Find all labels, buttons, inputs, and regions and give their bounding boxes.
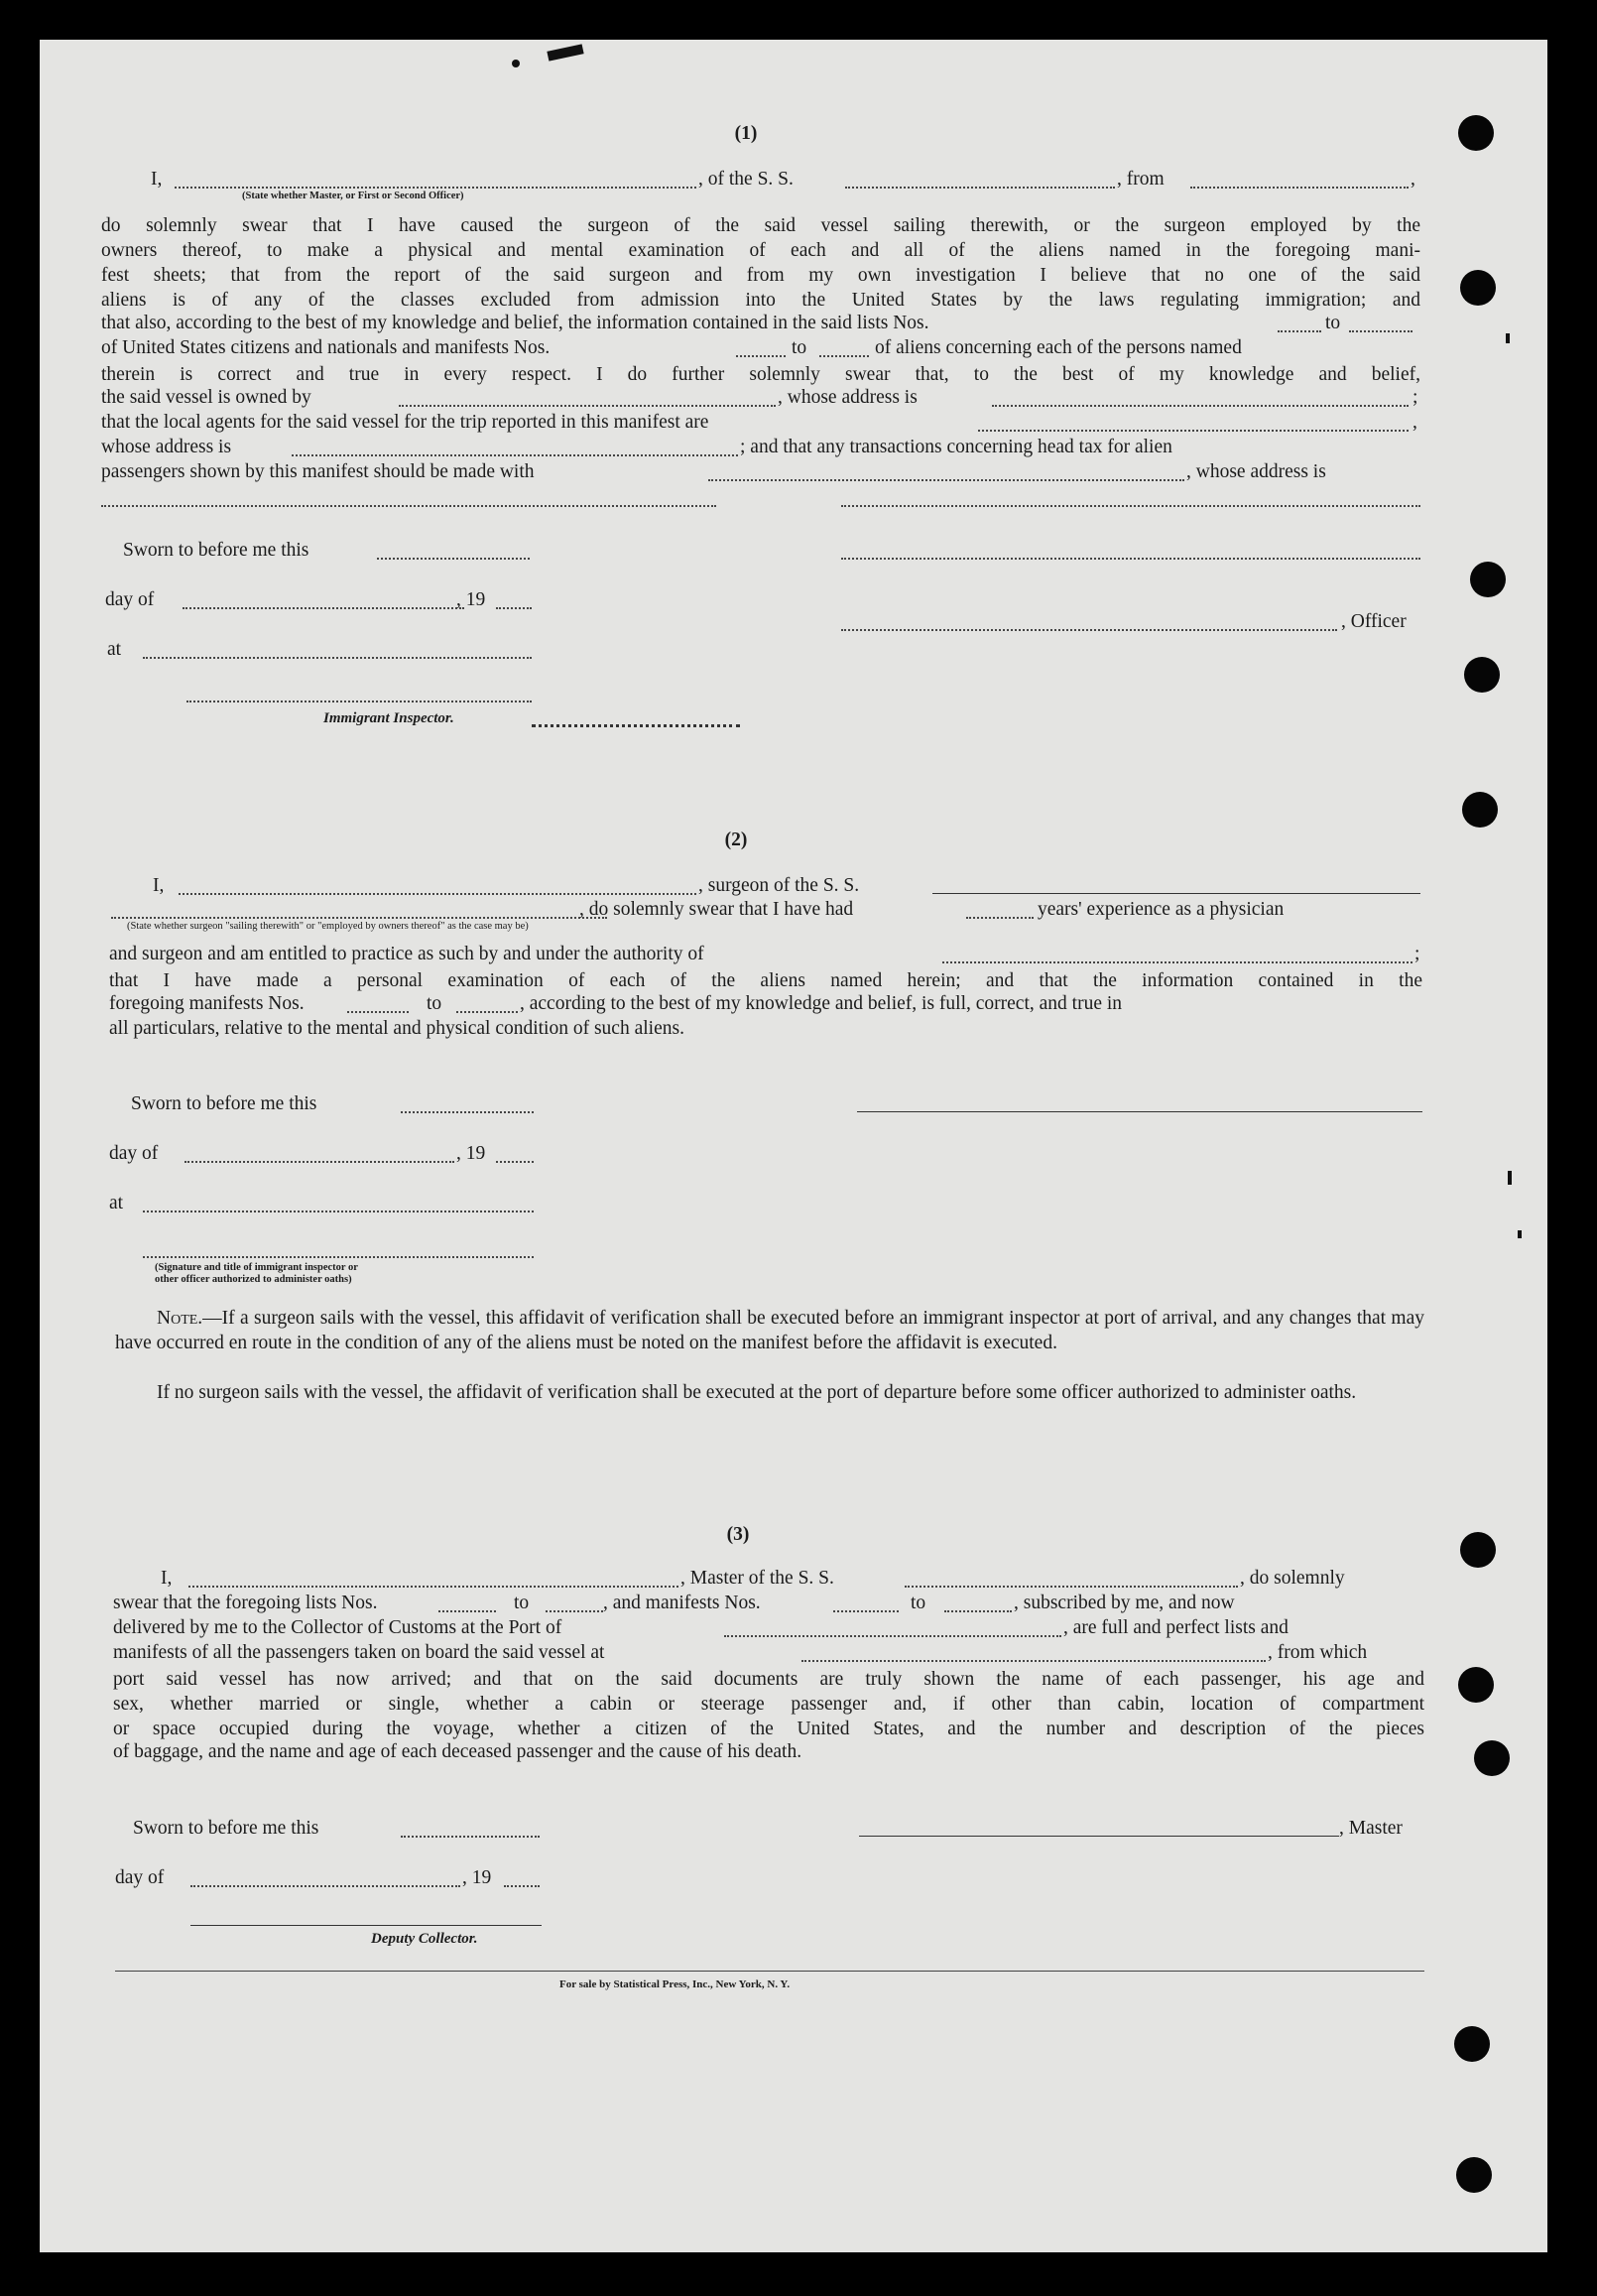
text: I, — [151, 169, 163, 190]
note-paragraph — [115, 1380, 1424, 1405]
printer-note: For sale by Statistical Press, Inc., New York, N. Y. — [559, 1978, 791, 1990]
blank-line — [347, 1011, 409, 1013]
blank-line — [724, 1635, 1061, 1637]
text: ; and that any transactions concerning head tax for alien — [740, 437, 1172, 457]
blank-line — [944, 1610, 1012, 1612]
text: at — [107, 639, 122, 660]
text-line: aliens is of any of the classes excluded from admission into the United States by the laws regulating immigration; and — [101, 290, 1420, 311]
blank-line — [1278, 330, 1321, 332]
text: passengers shown by this manifest should be made with — [101, 461, 535, 482]
text: of baggage, and the name and age of each deceased passenger and the cause of his death. — [113, 1741, 802, 1762]
paragraph — [113, 1667, 1424, 1741]
footer-rule — [115, 1971, 1424, 1972]
blank-line — [401, 1111, 534, 1113]
hint: other officer authorized to administer oaths) — [155, 1274, 352, 1285]
blank-line — [377, 558, 530, 560]
blank-line — [101, 505, 716, 507]
blank-line — [175, 187, 696, 189]
text: all particulars, relative to the mental and physical condition of such aliens. — [109, 1018, 684, 1039]
binder-hole — [1460, 270, 1496, 306]
text: , — [1411, 169, 1415, 190]
blank-line — [905, 1586, 1238, 1588]
text: , whose address is — [1186, 461, 1326, 482]
text: , — [1413, 412, 1417, 433]
blank-line — [292, 454, 738, 456]
text-line: or space occupied during the voyage, whether a citizen of the United States, and the number and description of the pieces — [113, 1719, 1424, 1739]
text: I, — [161, 1568, 173, 1589]
blank-line — [143, 1211, 534, 1212]
text: , according to the best of my knowledge and belief, is full, correct, and true in — [520, 993, 1123, 1014]
note-label: Note. — [157, 1308, 203, 1329]
text: whose address is — [101, 437, 232, 457]
blank-line — [966, 917, 1034, 919]
blank-line — [708, 479, 1184, 481]
blank-line — [992, 405, 1409, 407]
note-text: If no surgeon sails with the vessel, the affidavit of verification shall be executed at the port of departure before some officer authorized to administer oaths. — [157, 1382, 1357, 1403]
text: day of — [109, 1143, 159, 1164]
blank-line — [183, 607, 464, 609]
blank-line — [845, 187, 1115, 189]
manifest-affidavit-page — [40, 40, 1547, 2252]
text-line: port said vessel has now arrived; and that on the said documents are truly shown the name of each passenger, his age and — [113, 1669, 1424, 1690]
hint: (State whether Master, or First or Second Officer) — [242, 191, 464, 201]
blank-line — [456, 1011, 518, 1013]
blank-line — [978, 430, 1409, 432]
text: to — [427, 993, 442, 1014]
section-number: (3) — [726, 1524, 750, 1545]
text: years' experience as a physician — [1038, 899, 1285, 920]
text: , from — [1117, 169, 1165, 190]
text: , 19 — [456, 589, 486, 610]
blank-line — [496, 607, 532, 609]
binder-hole — [1458, 115, 1494, 151]
binder-hole — [1470, 562, 1506, 597]
text: , of the S. S. — [698, 169, 794, 190]
blank-line — [819, 355, 869, 357]
text: Sworn to before me this — [133, 1818, 319, 1839]
text: that the local agents for the said vessel for the trip reported in this manifest are — [101, 412, 709, 433]
section-number: (1) — [734, 123, 758, 144]
ink-speck — [547, 44, 583, 61]
ink-speck — [1518, 1230, 1522, 1238]
ink-speck — [512, 60, 520, 67]
text-line: owners thereof, to make a physical and mental examination of each and all of the aliens named in the foregoing mani- — [101, 240, 1420, 261]
section-number: (2) — [724, 829, 748, 850]
text: ; — [1414, 944, 1420, 964]
signature-line — [857, 1111, 1422, 1112]
text: to — [514, 1593, 530, 1613]
text: of United States citizens and nationals and manifests Nos. — [101, 337, 551, 358]
blank-line — [1349, 330, 1413, 332]
text: day of — [115, 1867, 165, 1888]
blank-line — [841, 558, 1420, 560]
blank-line — [496, 1161, 534, 1163]
signature-line — [190, 1925, 542, 1926]
blank-line — [1190, 187, 1409, 189]
blank-line — [401, 1836, 540, 1838]
hint: (State whether surgeon "sailing therewith" or "employed by owners thereof" as the case may be) — [127, 921, 529, 932]
blank-line — [186, 701, 532, 702]
signature-line — [143, 1256, 534, 1258]
blank-line — [504, 1885, 540, 1887]
blank-line — [184, 1161, 454, 1163]
binder-hole — [1464, 657, 1500, 693]
text: , surgeon of the S. S. — [698, 875, 860, 896]
text: I, — [153, 875, 165, 896]
text: and surgeon and am entitled to practice as such by and under the authority of — [109, 944, 704, 964]
text: , Master of the S. S. — [680, 1568, 834, 1589]
ink-speck — [1506, 333, 1510, 343]
binder-hole — [1474, 1740, 1510, 1776]
text: to — [1325, 313, 1341, 333]
text: , Master — [1339, 1818, 1403, 1839]
blank-line — [942, 961, 1413, 963]
text-line: that I have made a personal examination of each of the aliens named herein; and that the information contained in the — [109, 970, 1422, 991]
binder-hole — [1454, 2026, 1490, 2062]
signature-line — [841, 629, 1337, 631]
blank-line — [801, 1660, 1266, 1662]
paragraph — [101, 213, 1420, 313]
text: , do solemnly swear that I have had — [579, 899, 854, 920]
text: Sworn to before me this — [131, 1093, 317, 1114]
note-paragraph — [115, 1306, 1424, 1355]
blank-line — [438, 1610, 496, 1612]
text: the said vessel is owned by — [101, 387, 311, 408]
text-line: therein is correct and true in every respect. I do further solemnly swear that, to the best of my knowledge and belief, — [101, 364, 1420, 385]
paragraph — [109, 968, 1422, 993]
text: delivered by me to the Collector of Customs at the Port of — [113, 1617, 562, 1638]
text-line: do solemnly swear that I have caused the surgeon of the said vessel sailing therewith, or the surgeon employed by the — [101, 215, 1420, 236]
text: to — [792, 337, 807, 358]
text: of aliens concerning each of the persons named — [875, 337, 1242, 358]
text: , and manifests Nos. — [603, 1593, 761, 1613]
signature-line — [859, 1836, 1339, 1837]
blank-line — [143, 657, 532, 659]
note-text: —If a surgeon sails with the vessel, this affidavit of verification shall be executed before an immigrant inspector at port of arrival, and any changes that may have occurred en route in the condition of any of the aliens must be noted on the manifest before the affidavit is executed. — [115, 1308, 1424, 1353]
text-line: fest sheets; that from the report of the said surgeon and from my own investigation I believe that no one of the said — [101, 265, 1420, 286]
binder-hole — [1460, 1532, 1496, 1568]
blank-line — [932, 893, 1420, 894]
blank-line — [841, 505, 1420, 507]
blank-line — [188, 1586, 678, 1588]
hint: (Signature and title of immigrant inspector or — [155, 1262, 358, 1273]
ink-speck — [1508, 1171, 1512, 1185]
blank-line — [190, 1885, 460, 1887]
text: , subscribed by me, and now — [1014, 1593, 1235, 1613]
binder-hole — [1456, 2157, 1492, 2193]
blank-line — [111, 917, 607, 919]
text: , whose address is — [778, 387, 918, 408]
text: at — [109, 1193, 124, 1213]
text: day of — [105, 589, 155, 610]
text: , do solemnly — [1240, 1568, 1345, 1589]
text: to — [911, 1593, 926, 1613]
text: that also, according to the best of my knowledge and belief, the information contained in the said lists Nos. — [101, 313, 929, 333]
text: swear that the foregoing lists Nos. — [113, 1593, 378, 1613]
blank-line — [399, 405, 776, 407]
text: , Officer — [1341, 611, 1407, 632]
text: foregoing manifests Nos. — [109, 993, 305, 1014]
blank-line — [833, 1610, 899, 1612]
text: manifests of all the passengers taken on board the said vessel at — [113, 1642, 605, 1663]
blank-line — [179, 893, 696, 895]
blank-line — [546, 1610, 603, 1612]
text-line: sex, whether married or single, whether a cabin or steerage passenger and, if other than cabin, location of compartment — [113, 1694, 1424, 1715]
binder-hole — [1462, 792, 1498, 828]
text: , 19 — [462, 1867, 492, 1888]
text: , are full and perfect lists and — [1063, 1617, 1289, 1638]
text: ; — [1413, 387, 1418, 408]
blank-line — [736, 355, 786, 357]
paragraph — [101, 362, 1420, 387]
deputy-label: Deputy Collector. — [371, 1931, 478, 1947]
text: Sworn to before me this — [123, 540, 309, 561]
binder-hole — [1458, 1667, 1494, 1703]
text: , from which — [1268, 1642, 1368, 1663]
inspector-label: Immigrant Inspector. — [323, 710, 454, 726]
blank-line — [532, 724, 740, 727]
text: , 19 — [456, 1143, 486, 1164]
